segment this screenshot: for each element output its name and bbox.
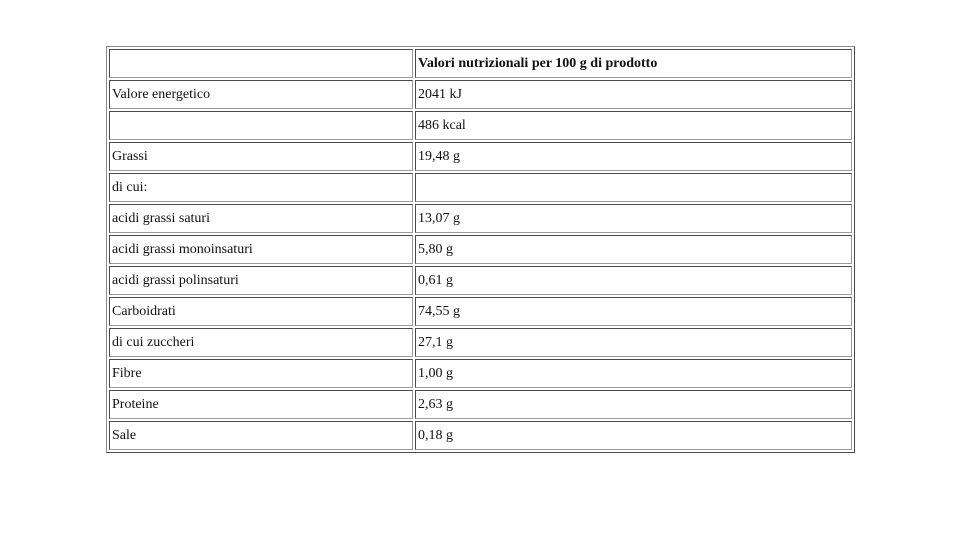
table-row [109, 142, 852, 171]
nutrient-value: 13,07 g [415, 204, 852, 233]
nutrient-label: Grassi [109, 142, 413, 171]
nutrient-value: 2041 kJ [415, 80, 852, 109]
table-row [109, 111, 852, 140]
nutrient-value: 0,61 g [415, 266, 852, 295]
table-row [109, 235, 852, 264]
nutrient-value [415, 173, 852, 202]
nutrient-label: Carboidrati [109, 297, 413, 326]
nutrition-table [106, 46, 855, 453]
table-row [109, 266, 852, 295]
table-row [109, 297, 852, 326]
nutrient-label: di cui: [109, 173, 413, 202]
nutrient-label: Sale [109, 421, 413, 450]
nutrient-label: acidi grassi saturi [109, 204, 413, 233]
table-row [109, 173, 852, 202]
nutrient-label: di cui zuccheri [109, 328, 413, 357]
nutrient-label: acidi grassi monoinsaturi [109, 235, 413, 264]
nutrient-value: 1,00 g [415, 359, 852, 388]
header-cell-empty [109, 49, 413, 78]
nutrient-label: Valore energetico [109, 80, 413, 109]
nutrient-label [109, 111, 413, 140]
nutrient-value: 74,55 g [415, 297, 852, 326]
table-row [109, 421, 852, 450]
table-row [109, 80, 852, 109]
table-row [109, 328, 852, 357]
nutrient-value: 2,63 g [415, 390, 852, 419]
header-cell-title: Valori nutrizionali per 100 g di prodotto [415, 49, 852, 78]
nutrient-value: 0,18 g [415, 421, 852, 450]
nutrient-value: 5,80 g [415, 235, 852, 264]
nutrient-label: Fibre [109, 359, 413, 388]
nutrient-value: 27,1 g [415, 328, 852, 357]
table-header-row [109, 49, 852, 78]
table-row [109, 204, 852, 233]
nutrient-label: Proteine [109, 390, 413, 419]
nutrient-value: 486 kcal [415, 111, 852, 140]
nutrient-value: 19,48 g [415, 142, 852, 171]
table-row [109, 359, 852, 388]
table-row [109, 390, 852, 419]
nutrient-label: acidi grassi polinsaturi [109, 266, 413, 295]
